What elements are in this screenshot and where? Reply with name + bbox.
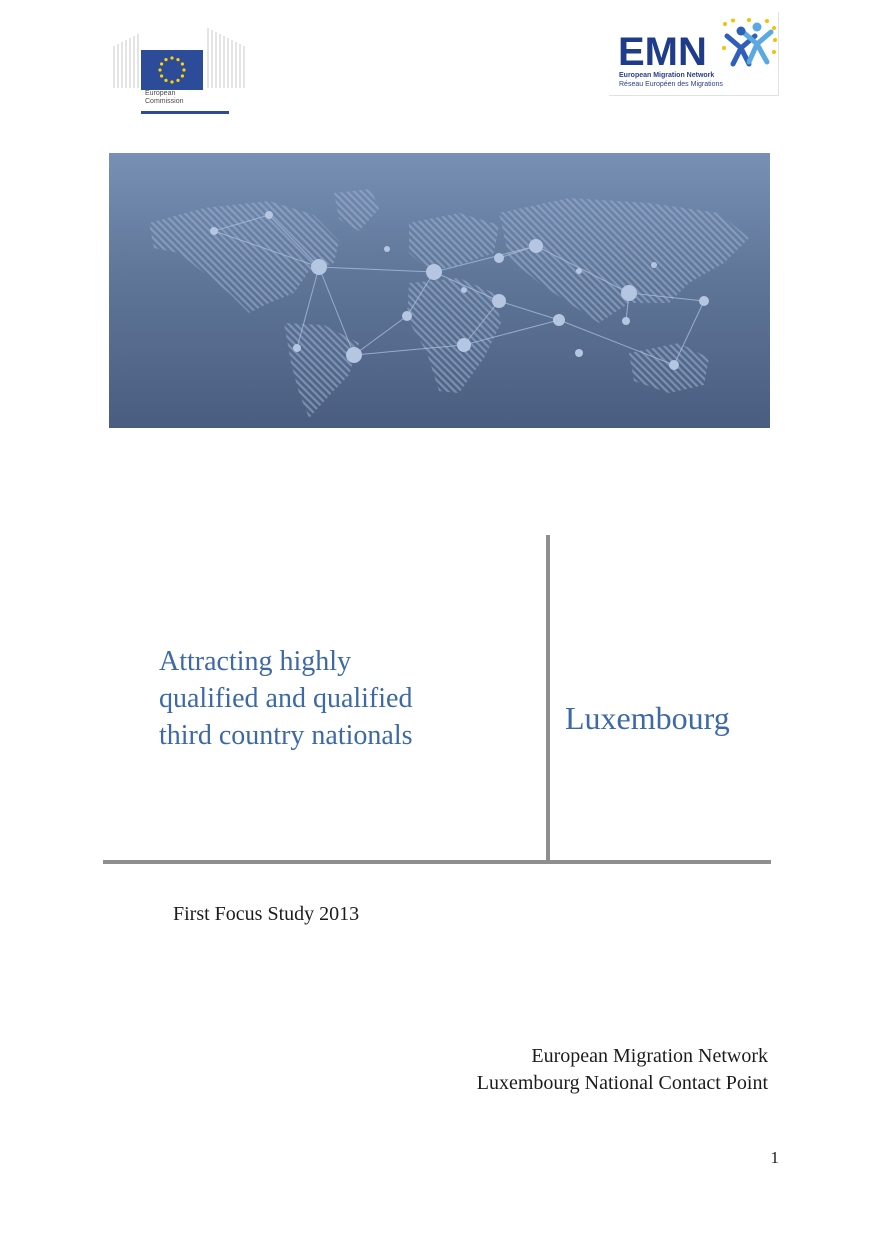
- ec-logo-underline: [141, 111, 229, 114]
- ec-logo-text: [145, 90, 184, 106]
- title-line-2: qualified and qualified: [159, 683, 413, 714]
- vertical-divider: [546, 535, 550, 861]
- organisation-line-1: European Migration Network: [531, 1045, 768, 1067]
- horizontal-divider: [103, 860, 771, 864]
- emn-acronym: EMN: [618, 30, 707, 74]
- emn-people-icon: [721, 18, 777, 70]
- world-network-map-icon: [109, 153, 770, 428]
- title-line-1: Attracting highly: [159, 646, 352, 677]
- ec-logo-line1: European: [145, 90, 176, 97]
- country-name: Luxembourg: [565, 700, 730, 736]
- world-network-banner: [109, 153, 770, 428]
- document-title: [159, 643, 519, 754]
- title-line-3: third country nationals: [159, 720, 413, 751]
- study-subtitle: First Focus Study 2013: [173, 903, 360, 925]
- eu-flag-icon: [141, 50, 203, 90]
- organisation-block: [477, 1043, 768, 1097]
- ec-logo-line2: Commission: [145, 98, 184, 105]
- emn-name-english: European Migration Network: [619, 72, 715, 79]
- organisation-line-2: Luxembourg National Contact Point: [476, 1072, 768, 1094]
- european-commission-logo: [112, 24, 248, 116]
- emn-logo: [609, 12, 779, 96]
- page-number: 1: [770, 1148, 779, 1167]
- emn-name-french: Réseau Européen des Migrations: [619, 81, 723, 88]
